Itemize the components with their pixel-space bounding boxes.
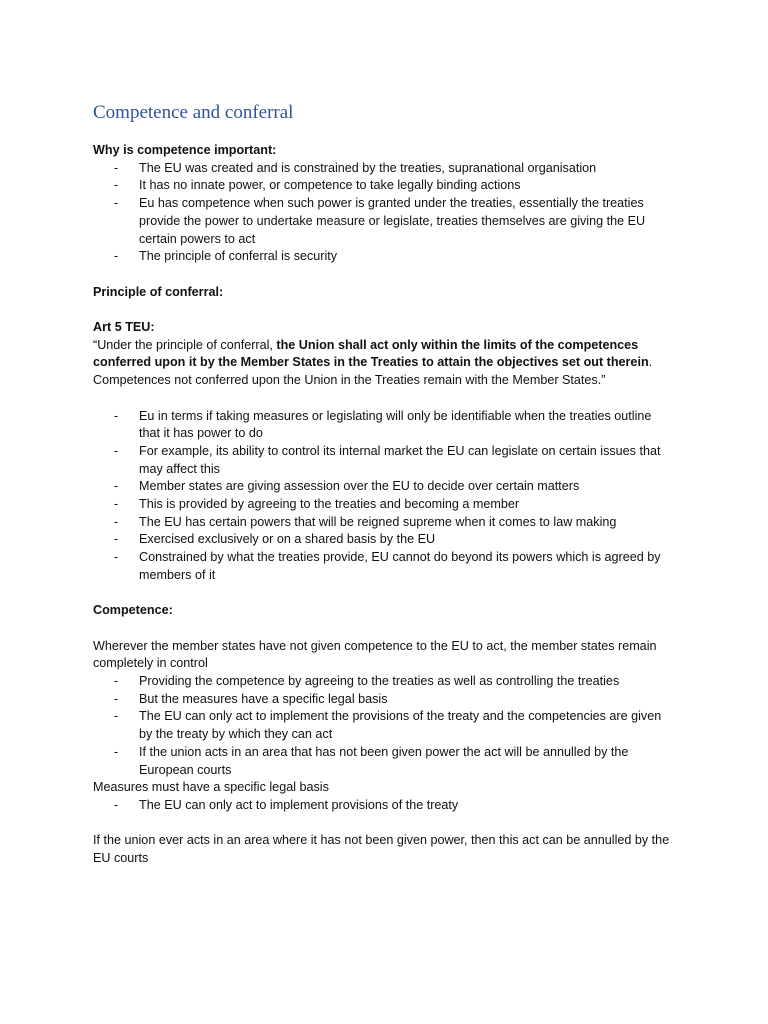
dash-bullet: - [114, 674, 119, 689]
dash-bullet: - [114, 249, 119, 264]
list-item [93, 496, 672, 514]
section-heading-why-competence: Why is competence important: [93, 143, 277, 157]
quote-bold: the Union shall act only within the limits of the competences conferred upon it by the Member States in the Treaties to attain the objectives set out therein [93, 337, 649, 370]
dash-bullet: - [114, 178, 119, 193]
list-item [93, 443, 672, 478]
measures-list [93, 797, 672, 815]
closing-paragraph: If the union ever acts in an area where it has not been given power, then this act can be annulled by the EU courts [93, 833, 670, 866]
section-heading-competence: Competence: [93, 603, 173, 618]
list-item [93, 478, 672, 496]
dash-bullet: - [114, 514, 119, 529]
list-item-text: Constrained by what the treaties provide, EU cannot do beyond its powers which is agreed by members of it [139, 550, 661, 582]
dash-bullet: - [114, 709, 119, 724]
list-item-text: The EU can only act to implement provisions of the treaty [139, 797, 459, 812]
list-item-text: The EU has certain powers that will be reigned supreme when it comes to law making [139, 514, 617, 529]
list-item [93, 160, 672, 178]
list-item-text: It has no innate power, or competence to take legally binding actions [139, 178, 521, 193]
quote-start: “Under the principle of conferral, [93, 337, 277, 352]
list-item [93, 408, 672, 443]
why-competence-list [93, 160, 672, 266]
list-item [93, 708, 672, 743]
dash-bullet: - [114, 160, 119, 175]
list-item-text: Eu in terms if taking measures or legislating will only be identifiable when the treaties outline that it has power to do [139, 408, 652, 441]
document-title: Competence and conferral [93, 102, 294, 123]
conferral-list [93, 408, 672, 585]
quote-end: . Competences not conferred upon the Union in the Treaties remain with the Member States.” [93, 355, 653, 388]
dash-bullet: - [114, 797, 119, 812]
list-item-text: The EU can only act to implement the provisions of the treaty and the competencies are given by the treaty by which they can act [139, 709, 662, 742]
list-item [93, 673, 672, 691]
dash-bullet: - [114, 532, 119, 547]
dash-bullet: - [114, 497, 119, 512]
list-item-text: Providing the competence by agreeing to the treaties as well as controlling the treaties [139, 674, 620, 689]
list-item [93, 691, 672, 709]
art5-quote [93, 337, 672, 390]
section-heading-art5-teu: Art 5 TEU: [93, 320, 155, 334]
dash-bullet: - [114, 691, 119, 706]
dash-bullet: - [114, 196, 119, 211]
list-item-text: Member states are giving assession over the EU to decide over certain matters [139, 479, 580, 494]
dash-bullet: - [114, 550, 119, 565]
competence-list [93, 673, 672, 779]
list-item-text: If the union acts in an area that has not been given power the act will be annulled by the European courts [139, 744, 629, 777]
list-item [93, 744, 672, 779]
list-item-text: Exercised exclusively or on a shared basis by the EU [139, 532, 436, 547]
competence-intro: Wherever the member states have not given competence to the EU to act, the member states remain completely in control [93, 638, 657, 671]
list-item-text: The EU was created and is constrained by the treaties, supranational organisation [139, 160, 597, 175]
section-heading-principle-of-conferral: Principle of conferral: [93, 284, 224, 299]
list-item [93, 248, 672, 266]
list-item [93, 514, 672, 532]
dash-bullet: - [114, 443, 119, 458]
dash-bullet: - [114, 479, 119, 494]
list-item [93, 531, 672, 549]
list-item-text: This is provided by agreeing to the treaties and becoming a member [139, 497, 520, 512]
list-item [93, 195, 672, 248]
list-item [93, 177, 672, 195]
list-item-text: But the measures have a specific legal basis [139, 691, 388, 706]
list-item-text: The principle of conferral is security [139, 249, 338, 264]
list-item-text: Eu has competence when such power is granted under the treaties, essentially the treaties provide the power to undertake measure or legislate, treaties themselves are giving the EU certain powers to act [139, 196, 646, 246]
dash-bullet: - [114, 408, 119, 423]
list-item [93, 549, 672, 584]
measures-line: Measures must have a specific legal basis [93, 780, 329, 795]
list-item-text: For example, its ability to control its internal market the EU can legislate on certain issues that may affect this [139, 443, 661, 476]
list-item [93, 797, 672, 815]
dash-bullet: - [114, 744, 119, 759]
